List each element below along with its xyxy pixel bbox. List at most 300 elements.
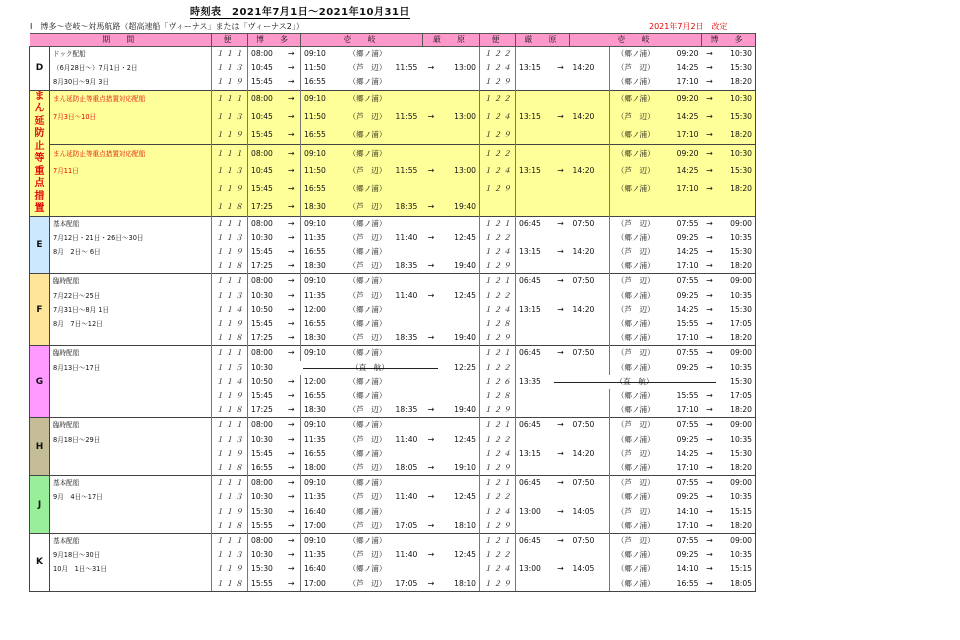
table-row: [30, 389, 756, 403]
izuhara-departure-time: 13:35: [516, 375, 552, 389]
inbound-flight-number: １２１: [480, 216, 516, 231]
hakata-departure-time: 17:25: [248, 198, 283, 216]
table-row: [30, 289, 756, 303]
iki-port-outbound: （郷ノ浦）: [348, 376, 387, 386]
arrow-icon: →: [552, 534, 570, 549]
header-izuhara-inbound: 厳 原: [516, 34, 570, 47]
iki-arrival-time-inbound: 14:20: [572, 448, 595, 458]
hakata-arrival-time: 18:20: [718, 403, 756, 418]
izuhara-arrival-time: [440, 47, 480, 62]
iki-departure-time: [393, 303, 423, 317]
izuhara-arrival-time: [440, 274, 480, 289]
iki-arrival-time: 09:10: [301, 216, 343, 231]
iki-arrival-time-inbound: 14:20: [572, 247, 595, 257]
inbound-flight-number: １２９: [480, 403, 516, 418]
hakata-arrival-time: 17:05: [718, 389, 756, 403]
iki-departure-time: 18:35: [395, 405, 418, 415]
hakata-arrival-time: 15:30: [718, 108, 756, 126]
arrow-icon: [423, 216, 440, 231]
hakata-arrival-time: 17:05: [718, 317, 756, 331]
arrow-icon: →: [287, 77, 295, 87]
iki-port-inbound: （芦 辺）: [610, 108, 662, 126]
iki-departure-time-inbound: 17:10: [676, 405, 699, 415]
arrow-icon: →: [552, 163, 570, 181]
outbound-flight-number: １１１: [212, 534, 248, 549]
inbound-flight-number: １２１: [480, 346, 516, 361]
route-subtitle: Ⅰ 博多〜壱岐〜対馬航路（超高速船「ヴィーナス」または「ヴィーナス2」）: [30, 22, 304, 31]
hakata-arrival-time: 10:30: [718, 47, 756, 62]
hakata-departure-time: 08:00: [248, 418, 283, 433]
inbound-flight-number: １２１: [480, 534, 516, 549]
table-row: [30, 505, 756, 519]
iki-arrival-time-inbound: 07:50: [570, 274, 610, 289]
iki-departure-time-inbound: 07:55: [662, 274, 702, 289]
arrow-icon: [552, 577, 570, 592]
table-row: [30, 331, 756, 346]
hakata-departure-time: 10:50: [248, 303, 283, 317]
iki-port-inbound: （郷ノ浦）: [610, 548, 662, 562]
arrow-icon: [552, 47, 570, 62]
hakata-departure-time: 17:25: [248, 259, 283, 274]
arrow-icon: →: [427, 261, 435, 271]
hakata-departure-time: 15:45: [248, 180, 283, 198]
hakata-arrival-time: 10:30: [718, 144, 756, 162]
period-note: 8月 7日〜12日: [53, 320, 103, 329]
outbound-flight-number: １１８: [212, 403, 248, 418]
iki-port-inbound: （郷ノ浦）: [610, 331, 662, 346]
arrow-icon: →: [423, 577, 440, 592]
hakata-departure-time: 08:00: [248, 90, 283, 108]
arrow-icon: →: [706, 448, 713, 458]
iki-port-inbound: （芦 辺）: [610, 163, 662, 181]
iki-departure-time-inbound: 14:25: [676, 304, 699, 314]
arrow-icon: [552, 198, 570, 216]
hakata-departure-time: 10:30: [248, 289, 283, 303]
iki-arrival-time-inbound: [570, 403, 610, 418]
izuhara-arrival-time: [440, 418, 480, 433]
iki-arrival-time-inbound: [570, 231, 610, 245]
izuhara-arrival-time: 18:10: [440, 577, 480, 592]
izuhara-departure-time: [516, 47, 552, 62]
arrow-icon: →: [287, 434, 295, 444]
izuhara-departure-time: [516, 577, 552, 592]
iki-departure-time: [393, 447, 423, 461]
iki-port-inbound: （芦 辺）: [610, 534, 662, 549]
iki-departure-time: [393, 180, 423, 198]
arrow-icon: →: [706, 63, 713, 73]
inbound-flight-number: １２２: [480, 361, 516, 375]
hakata-departure-time: 10:45: [248, 108, 283, 126]
inbound-flight-number: １２１: [480, 476, 516, 491]
izuhara-departure-time: [516, 389, 552, 403]
arrow-icon: →: [706, 463, 713, 473]
arrow-icon: →: [702, 216, 718, 231]
iki-arrival-time-inbound: [570, 126, 610, 144]
izuhara-arrival-time: [440, 346, 480, 361]
iki-arrival-time-inbound: 07:50: [570, 476, 610, 491]
iki-departure-time: 11:40: [395, 434, 418, 444]
hakata-arrival-time: 09:00: [718, 534, 756, 549]
iki-port-inbound: （芦 辺）: [610, 418, 662, 433]
header-flight-inbound: 便: [480, 34, 516, 47]
iki-departure-time-inbound: 09:25: [676, 492, 699, 502]
inbound-flight-number: １２２: [480, 490, 516, 504]
iki-departure-time-inbound: 14:10: [676, 506, 699, 516]
iki-port-inbound: （芦 辺）: [610, 447, 662, 461]
period-note: 9月 4日〜17日: [53, 493, 103, 502]
outbound-flight-number: １１８: [212, 461, 248, 476]
arrow-icon: →: [702, 126, 718, 144]
outbound-flight-number: １１１: [212, 47, 248, 62]
iki-port-inbound: （直 航）: [615, 376, 654, 386]
arrow-icon: [423, 144, 440, 162]
iki-arrival-time: 16:55: [301, 180, 343, 198]
hakata-departure-time: 10:30: [248, 361, 283, 375]
hakata-arrival-time: 09:00: [718, 476, 756, 491]
izuhara-departure-time: [516, 433, 552, 447]
arrow-icon: [423, 375, 440, 389]
iki-departure-time: [393, 126, 423, 144]
header-period: 期 間: [30, 34, 212, 47]
hakata-departure-time: 10:45: [248, 61, 283, 75]
arrow-icon: →: [283, 126, 301, 144]
table-row: [30, 519, 756, 534]
arrow-icon: →: [702, 346, 718, 361]
arrow-icon: →: [552, 346, 570, 361]
hakata-departure-time: 08:00: [248, 47, 283, 62]
hakata-departure-time: 17:25: [248, 331, 283, 346]
hakata-arrival-time: 15:30: [718, 375, 756, 389]
hakata-arrival-time: 15:30: [718, 163, 756, 181]
iki-port-inbound: （郷ノ浦）: [610, 259, 662, 274]
iki-port-outbound: （芦 辺）: [348, 63, 387, 73]
arrow-icon: →: [702, 577, 718, 592]
izuhara-arrival-time: [440, 144, 480, 162]
outbound-flight-number: １１１: [212, 216, 248, 231]
iki-port-outbound: （郷ノ浦）: [343, 346, 393, 361]
inbound-flight-number: １２８: [480, 389, 516, 403]
izuhara-arrival-time: [440, 303, 480, 317]
arrow-icon: →: [702, 47, 718, 62]
period-group-label: E: [30, 216, 50, 274]
hakata-arrival-time: 18:20: [718, 126, 756, 144]
iki-arrival-time: 09:10: [301, 534, 343, 549]
arrow-icon: [552, 389, 570, 403]
iki-port-inbound: （芦 辺）: [610, 216, 662, 231]
iki-port-outbound: （芦 辺）: [343, 577, 393, 592]
hakata-arrival-time: 10:30: [718, 90, 756, 108]
iki-port-outbound: （芦 辺）: [348, 232, 387, 242]
hakata-departure-time: 16:55: [248, 461, 283, 476]
period-note: 臨時配船: [50, 418, 212, 433]
inbound-flight-number: １２４: [480, 108, 516, 126]
table-row: [30, 403, 756, 418]
period-note: [50, 180, 212, 198]
period-note: [50, 375, 212, 389]
arrow-icon: →: [287, 405, 295, 415]
outbound-flight-number: １１８: [212, 198, 248, 216]
arrow-icon: [423, 476, 440, 491]
arrow-icon: →: [287, 564, 295, 574]
iki-port-outbound: （郷ノ浦）: [343, 418, 393, 433]
arrow-icon: →: [283, 274, 301, 289]
arrow-icon: [552, 403, 570, 418]
period-group-label: J: [30, 476, 50, 534]
arrow-icon: [423, 562, 440, 576]
table-row: [30, 274, 756, 289]
arrow-icon: →: [706, 77, 713, 87]
table-row: [30, 126, 756, 144]
arrow-icon: →: [427, 333, 435, 343]
outbound-flight-number: １１３: [212, 108, 248, 126]
iki-port-outbound: （郷ノ浦）: [343, 274, 393, 289]
arrow-icon: →: [427, 405, 435, 415]
iki-port-outbound: （芦 辺）: [343, 108, 393, 126]
izuhara-departure-time: [516, 331, 552, 346]
izuhara-arrival-time: 19:40: [454, 333, 476, 343]
arrow-icon: →: [702, 274, 718, 289]
hakata-arrival-time: 18:05: [718, 577, 756, 592]
header-hakata-departure: 博 多: [248, 34, 301, 47]
iki-port-inbound: （郷ノ浦）: [610, 519, 662, 534]
iki-port-inbound: （郷ノ浦）: [610, 577, 662, 592]
inbound-flight-number: １２９: [480, 331, 516, 346]
izuhara-arrival-time: 19:10: [454, 463, 476, 473]
iki-departure-time-inbound: 17:10: [676, 261, 699, 271]
arrow-icon: →: [706, 304, 713, 314]
iki-port-inbound: （芦 辺）: [610, 303, 662, 317]
table-row: [30, 61, 756, 75]
iki-arrival-time-inbound: [570, 47, 610, 62]
outbound-flight-number: １１３: [212, 61, 248, 75]
iki-port-outbound: （郷ノ浦）: [348, 391, 387, 401]
period-note: 臨時配船: [50, 274, 212, 289]
table-row: [30, 433, 756, 447]
iki-port-inbound: （郷ノ浦）: [610, 461, 662, 476]
hakata-departure-time: 15:45: [248, 75, 283, 90]
inbound-flight-number: １２６: [480, 375, 516, 389]
arrow-icon: →: [427, 232, 435, 242]
iki-arrival-time-inbound: [570, 389, 610, 403]
arrow-icon: →: [552, 108, 570, 126]
iki-port-outbound: （芦 辺）: [348, 290, 387, 300]
inbound-flight-number: １２２: [480, 433, 516, 447]
iki-arrival-time: 18:30: [301, 259, 343, 274]
iki-port-outbound: （芦 辺）: [343, 198, 393, 216]
arrow-icon: →: [283, 163, 301, 181]
arrow-icon: →: [283, 534, 301, 549]
iki-arrival-time: 16:55: [301, 317, 343, 331]
arrow-icon: [552, 548, 570, 562]
period-note: 基本配船: [50, 216, 212, 231]
arrow-icon: [423, 317, 440, 331]
period-note: 7月3日〜10日: [50, 108, 212, 126]
iki-departure-time-inbound: 14:10: [676, 564, 699, 574]
izuhara-arrival-time: [440, 375, 480, 389]
iki-arrival-time-inbound: 14:20: [570, 108, 610, 126]
iki-departure-time: [393, 90, 423, 108]
arrow-icon: →: [552, 216, 570, 231]
inbound-flight-number: １２１: [480, 418, 516, 433]
arrow-icon: →: [427, 63, 435, 73]
direct-route-line: [301, 361, 440, 375]
iki-arrival-time: 11:50: [301, 163, 343, 181]
iki-port-inbound: （郷ノ浦）: [610, 231, 662, 245]
iki-arrival-time: 09:10: [301, 274, 343, 289]
iki-port-inbound: （芦 辺）: [610, 476, 662, 491]
period-group-label: F: [30, 274, 50, 346]
iki-arrival-time: 16:40: [301, 505, 343, 519]
iki-departure-time: [393, 418, 423, 433]
arrow-icon: →: [427, 434, 435, 444]
iki-arrival-time-inbound: 07:50: [570, 216, 610, 231]
iki-port-inbound: （郷ノ浦）: [610, 47, 662, 62]
izuhara-arrival-time: [440, 126, 480, 144]
iki-departure-time: 11:55: [393, 108, 423, 126]
hakata-departure-time: 15:30: [248, 562, 283, 576]
iki-port-outbound: （郷ノ浦）: [343, 180, 393, 198]
hakata-arrival-time: 15:30: [718, 61, 756, 75]
iki-arrival-time: 16:55: [301, 126, 343, 144]
arrow-icon: →: [287, 492, 295, 502]
izuhara-arrival-time: 12:25: [454, 362, 476, 372]
arrow-icon: [423, 447, 440, 461]
iki-arrival-time-inbound: 14:20: [572, 63, 595, 73]
iki-arrival-time: 11:35: [301, 231, 343, 245]
arrow-icon: →: [283, 90, 301, 108]
arrow-icon: →: [702, 180, 718, 198]
iki-arrival-time-inbound: [570, 461, 610, 476]
iki-arrival-time: 16:55: [301, 447, 343, 461]
arrow-icon: [552, 331, 570, 346]
iki-arrival-time-inbound: [570, 180, 610, 198]
arrow-icon: →: [287, 63, 295, 73]
table-row: [30, 476, 756, 491]
iki-port-inbound: （芦 辺）: [610, 346, 662, 361]
period-note: 基本配船: [50, 476, 212, 491]
iki-departure-time-inbound: 14:25: [662, 108, 702, 126]
arrow-icon: →: [287, 391, 295, 401]
period-note: （6月28日〜）7月1日・2日: [53, 64, 138, 73]
izuhara-arrival-time: [440, 317, 480, 331]
arrow-icon: →: [702, 90, 718, 108]
arrow-icon: →: [287, 448, 295, 458]
hakata-departure-time: 08:00: [248, 144, 283, 162]
arrow-icon: →: [287, 232, 295, 242]
arrow-icon: →: [423, 198, 440, 216]
iki-departure-time-inbound: 17:10: [676, 77, 699, 87]
arrow-icon: →: [706, 520, 713, 530]
iki-port-outbound: （芦 辺）: [348, 463, 387, 473]
iki-arrival-time-inbound: [570, 317, 610, 331]
izuhara-departure-time: 06:45: [516, 216, 552, 231]
iki-departure-time-inbound: [662, 198, 702, 216]
outbound-flight-number: １１３: [212, 433, 248, 447]
arrow-icon: →: [287, 319, 295, 329]
iki-port-inbound: （芦 辺）: [610, 274, 662, 289]
arrow-icon: →: [552, 274, 570, 289]
hakata-departure-time: 08:00: [248, 216, 283, 231]
iki-arrival-time: 09:10: [301, 47, 343, 62]
iki-arrival-time-inbound: [570, 198, 610, 216]
arrow-icon: [552, 126, 570, 144]
arrow-icon: →: [706, 319, 713, 329]
period-note: [50, 577, 212, 592]
arrow-icon: →: [283, 216, 301, 231]
arrow-icon: [423, 245, 440, 259]
table-row: [30, 245, 756, 259]
iki-departure-time: 18:35: [395, 333, 418, 343]
izuhara-arrival-time: [440, 476, 480, 491]
izuhara-arrival-time: [440, 245, 480, 259]
hakata-departure-time: 15:45: [248, 317, 283, 331]
inbound-flight-number: １２９: [480, 259, 516, 274]
iki-departure-time: 11:40: [395, 232, 418, 242]
iki-departure-time: [393, 245, 423, 259]
iki-arrival-time: 12:00: [301, 303, 343, 317]
iki-departure-time: [393, 562, 423, 576]
header-row: [30, 34, 756, 47]
hakata-departure-time: 08:00: [248, 346, 283, 361]
arrow-icon: [423, 90, 440, 108]
izuhara-arrival-time: 13:00: [440, 163, 480, 181]
iki-departure-time-inbound: 07:55: [662, 216, 702, 231]
period-note: [50, 403, 212, 418]
arrow-icon: [423, 389, 440, 403]
hakata-departure-time: 15:55: [248, 519, 283, 534]
iki-arrival-time: 16:55: [301, 75, 343, 90]
iki-port-outbound: （芦 辺）: [348, 434, 387, 444]
iki-arrival-time: 11:35: [301, 433, 343, 447]
hakata-departure-time: 10:45: [248, 163, 283, 181]
izuhara-departure-time: 13:15: [516, 163, 552, 181]
outbound-flight-number: １１３: [212, 231, 248, 245]
iki-departure-time-inbound: 15:55: [676, 319, 699, 329]
izuhara-arrival-time: [440, 75, 480, 90]
arrow-icon: →: [557, 247, 564, 257]
iki-port-outbound: （郷ノ浦）: [343, 144, 393, 162]
hakata-arrival-time: 18:20: [718, 331, 756, 346]
izuhara-departure-time: [516, 75, 552, 90]
iki-departure-time: [393, 144, 423, 162]
iki-arrival-time: 11:50: [301, 108, 343, 126]
arrow-icon: →: [557, 63, 564, 73]
iki-port-outbound: （芦 辺）: [348, 492, 387, 502]
iki-departure-time: 11:40: [395, 492, 418, 502]
arrow-icon: →: [287, 376, 295, 386]
arrow-icon: →: [552, 476, 570, 491]
iki-arrival-time: 11:50: [301, 61, 343, 75]
izuhara-arrival-time: 12:45: [454, 290, 476, 300]
arrow-icon: →: [283, 418, 301, 433]
header-iki-outbound: 壱 岐: [301, 34, 423, 47]
header-flight-outbound: 便: [212, 34, 248, 47]
iki-arrival-time-inbound: 07:50: [570, 534, 610, 549]
izuhara-arrival-time: 12:45: [454, 550, 476, 560]
outbound-flight-number: １１９: [212, 447, 248, 461]
iki-departure-time-inbound: 17:10: [676, 520, 699, 530]
izuhara-arrival-time: [440, 447, 480, 461]
izuhara-departure-time: [516, 259, 552, 274]
outbound-flight-number: １１３: [212, 289, 248, 303]
iki-departure-time-inbound: 17:10: [676, 333, 699, 343]
inbound-flight-number: １２２: [480, 548, 516, 562]
izuhara-arrival-time: 13:00: [440, 108, 480, 126]
iki-departure-time: 11:55: [395, 63, 418, 73]
iki-departure-time-inbound: 09:20: [662, 90, 702, 108]
iki-arrival-time: 11:35: [301, 548, 343, 562]
outbound-flight-number: １１３: [212, 548, 248, 562]
